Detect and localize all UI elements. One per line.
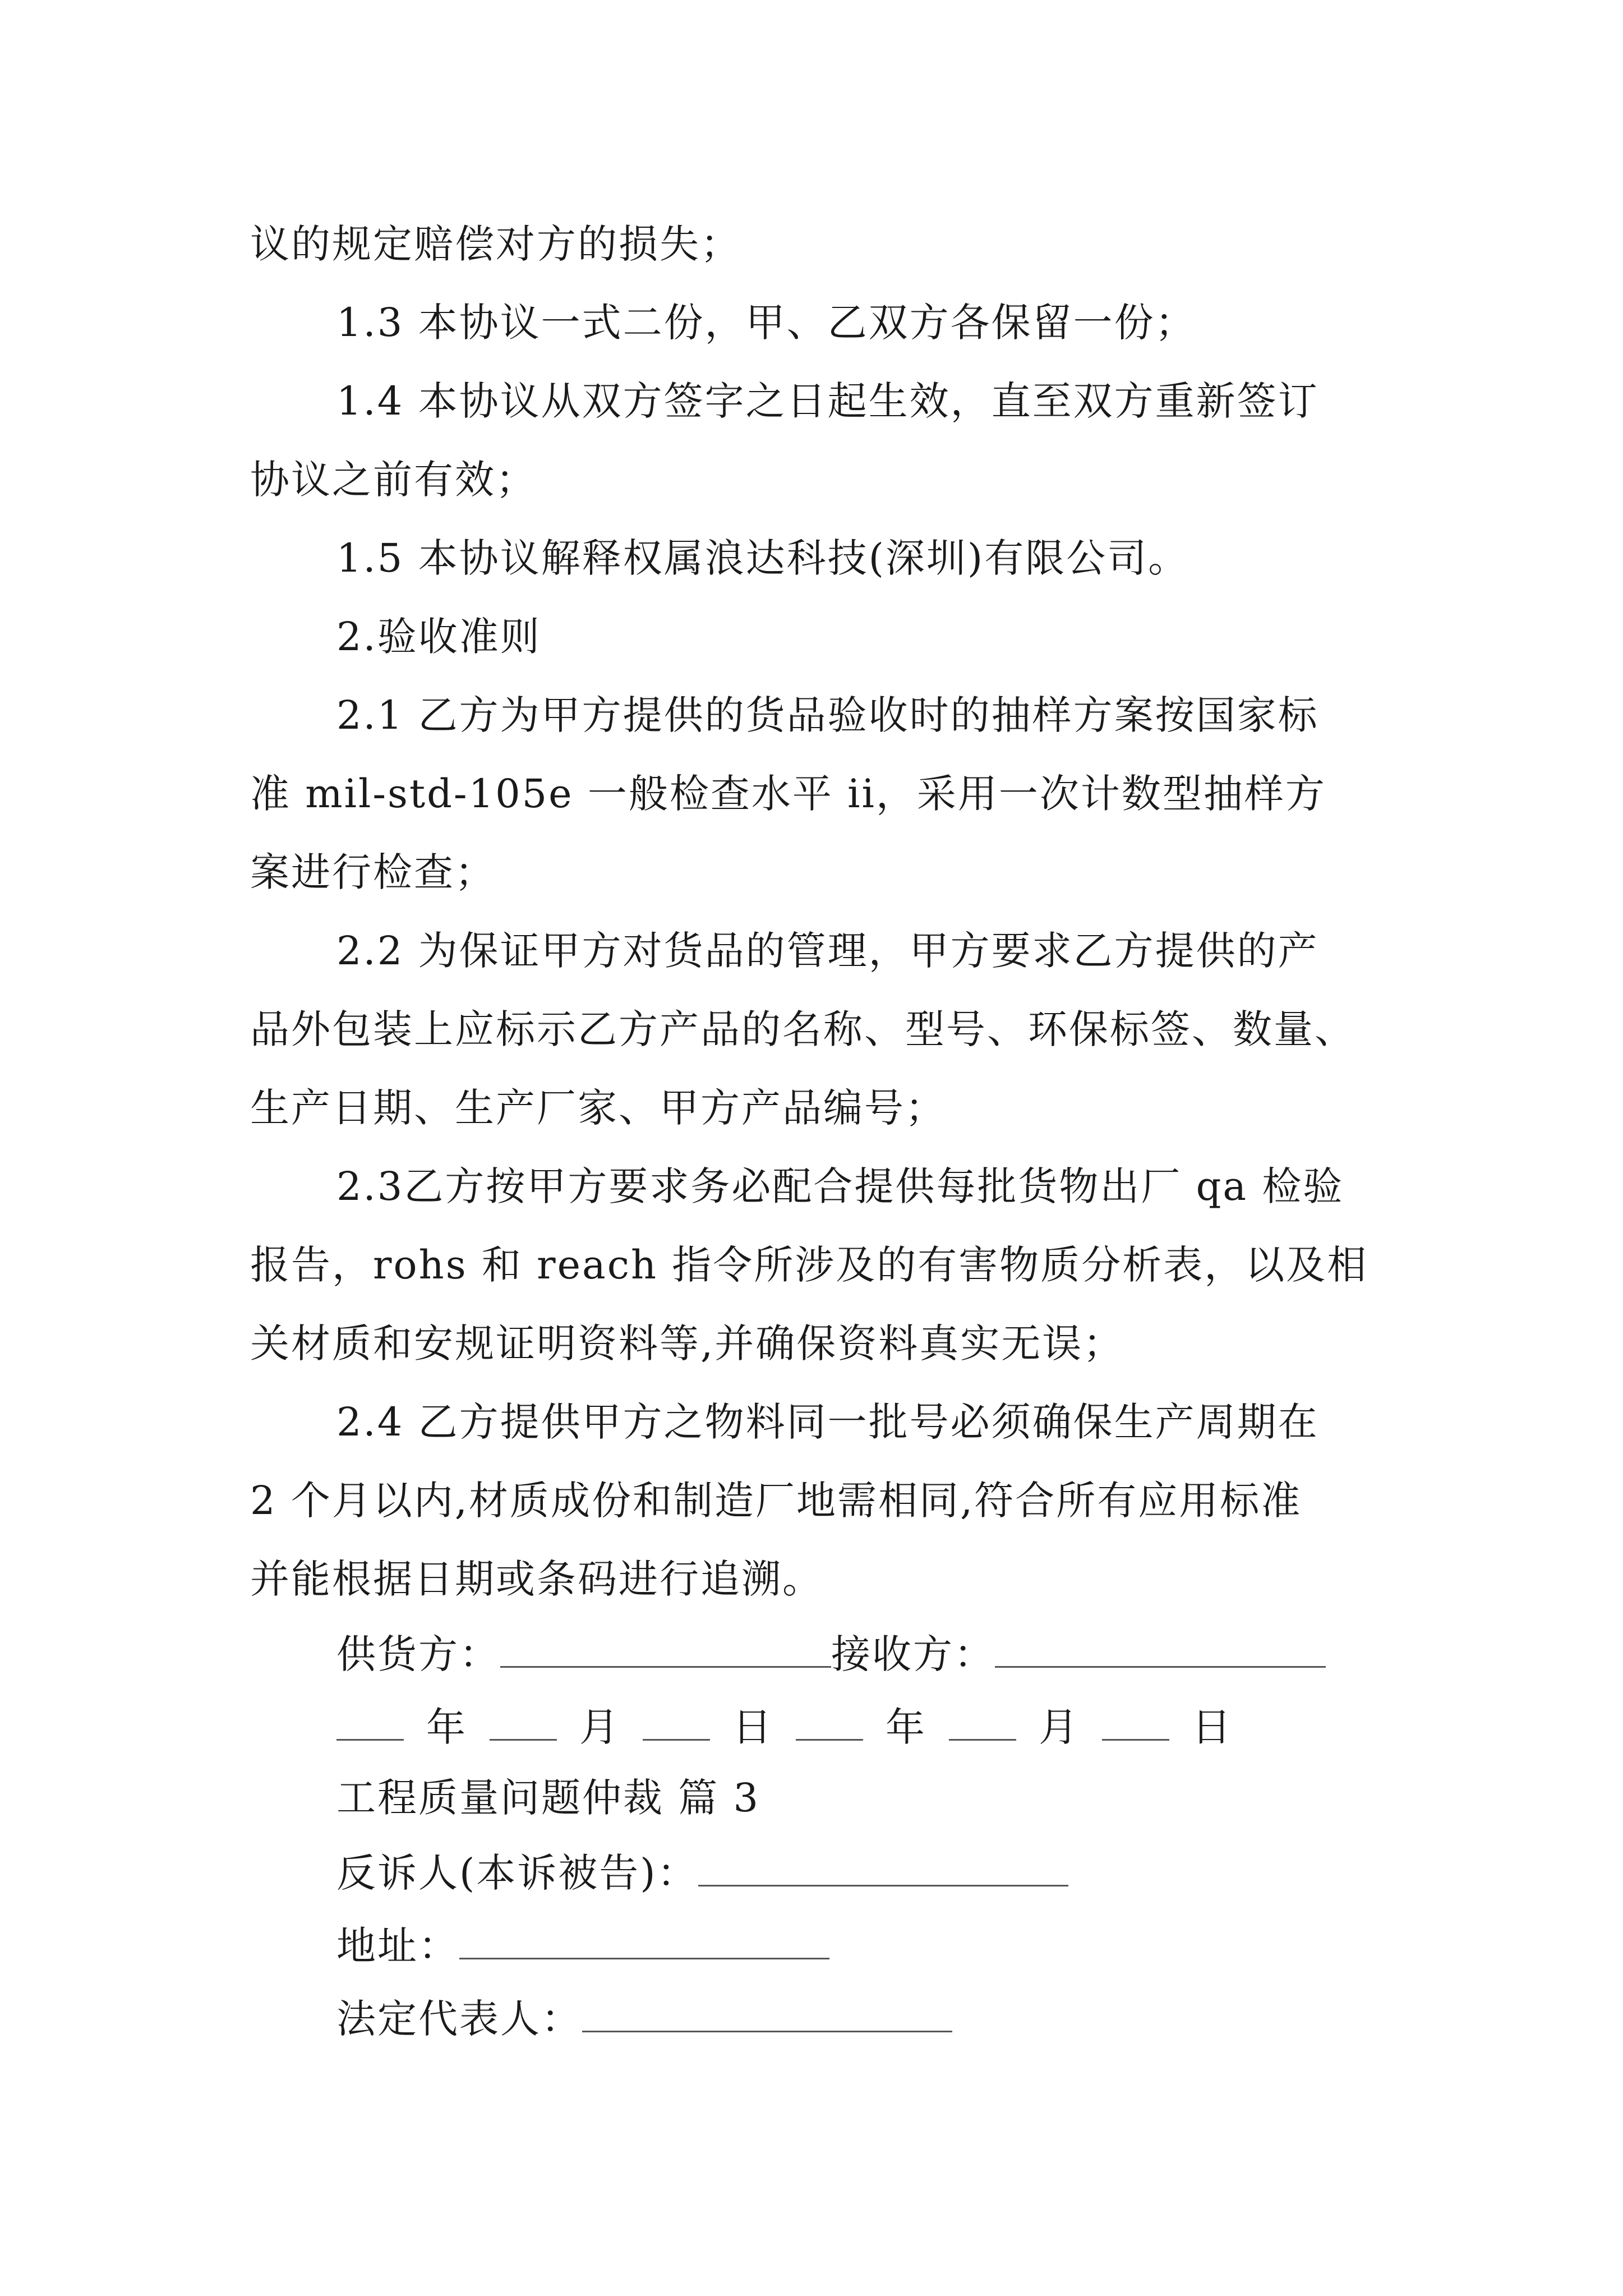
section-3-heading: 工程质量问题仲裁 篇 3 xyxy=(336,1775,760,1821)
clause-2-1-cont-2: 案进行检查； xyxy=(250,849,496,895)
year-blank-1[interactable] xyxy=(336,1700,404,1741)
year-label-2: 年 xyxy=(886,1704,926,1750)
clause-1-4: 1.4 本协议从双方签字之日起生效，直至双方重新签订 xyxy=(336,378,1319,424)
month-label-2: 月 xyxy=(1039,1704,1080,1750)
clause-2-4: 2.4 乙方提供甲方之物料同一批号必须确保生产周期在 xyxy=(336,1399,1319,1445)
year-label-1: 年 xyxy=(426,1704,467,1750)
clause-2-2-cont-2: 生产日期、生产厂家、甲方产品编号； xyxy=(250,1085,946,1131)
address-label: 地址： xyxy=(336,1923,459,1969)
clause-2-1-cont-1: 准 mil-std-105e 一般检查水平 ii，采用一次计数型抽样方 xyxy=(250,771,1326,817)
clause-2-2: 2.2 为保证甲方对货品的管理，甲方要求乙方提供的产 xyxy=(336,928,1319,974)
clause-1-5: 1.5 本协议解释权属浪达科技(深圳)有限公司。 xyxy=(336,535,1189,581)
section-2-heading: 2.验收准则 xyxy=(336,614,541,660)
address-row xyxy=(336,1918,829,1971)
legal-rep-blank[interactable] xyxy=(582,1991,952,2032)
clause-2-4-cont-2: 并能根据日期或条码进行追溯。 xyxy=(250,1556,823,1602)
clause-1-3: 1.3 本协议一式二份，甲、乙双方各保留一份； xyxy=(336,300,1196,346)
paragraph-line-1: 议的规定赔偿对方的损失； xyxy=(250,221,741,267)
supplier-blank[interactable] xyxy=(500,1627,831,1668)
day-blank-1[interactable] xyxy=(643,1700,710,1741)
signature-row xyxy=(336,1627,1326,1680)
clause-2-4-cont-1: 2 个月以内,材质成份和制造厂地需相同,符合所有应用标准 xyxy=(250,1478,1302,1524)
counterclaimant-row xyxy=(336,1846,1068,1898)
receiver-label: 接收方： xyxy=(831,1631,995,1677)
receiver-blank[interactable] xyxy=(995,1627,1326,1668)
month-blank-1[interactable] xyxy=(490,1700,557,1741)
clause-2-3-cont-2: 关材质和安规证明资料等,并确保资料真实无误； xyxy=(250,1320,1124,1366)
day-blank-2[interactable] xyxy=(1102,1700,1169,1741)
supplier-label: 供货方： xyxy=(336,1631,500,1677)
legal-rep-row xyxy=(336,1991,952,2044)
month-blank-2[interactable] xyxy=(949,1700,1016,1741)
clause-2-3-cont-1: 报告，rohs 和 reach 指令所涉及的有害物质分析表，以及相 xyxy=(250,1242,1368,1288)
legal-rep-label: 法定代表人： xyxy=(336,1996,582,2042)
date-row xyxy=(336,1700,1233,1752)
year-blank-2[interactable] xyxy=(796,1700,863,1741)
clause-2-3: 2.3乙方按甲方要求务必配合提供每批货物出厂 qa 检验 xyxy=(336,1163,1344,1209)
address-blank[interactable] xyxy=(459,1918,829,1959)
clause-2-1: 2.1 乙方为甲方提供的货品验收时的抽样方案按国家标 xyxy=(336,692,1319,738)
day-label-1: 日 xyxy=(732,1704,773,1750)
month-label-1: 月 xyxy=(579,1704,620,1750)
clause-2-2-cont-1: 品外包装上应标示乙方产品的名称、型号、环保标签、数量、 xyxy=(250,1006,1355,1052)
clause-1-4-cont: 协议之前有效； xyxy=(250,457,537,503)
counterclaimant-blank[interactable] xyxy=(698,1846,1068,1887)
day-label-2: 日 xyxy=(1192,1704,1233,1750)
counterclaimant-label: 反诉人(本诉被告)： xyxy=(336,1850,698,1896)
